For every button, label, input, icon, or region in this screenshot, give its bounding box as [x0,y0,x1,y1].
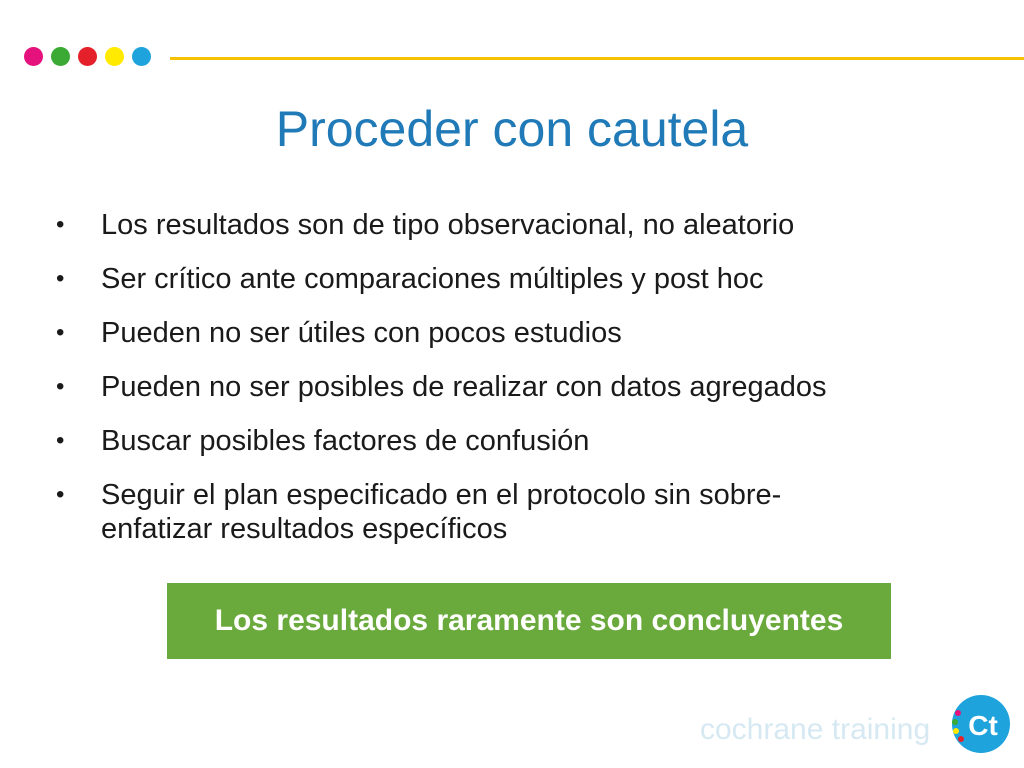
bullet-mark: • [56,319,65,346]
bullet-text-line-1: Seguir el plan especificado en el protocolo sin sobre- [101,479,782,511]
bullet-mark: • [56,211,65,238]
logo-dot-red [958,736,964,742]
bullet-item [56,478,956,546]
conclusion-callout: Los resultados raramente son concluyentes [167,583,891,659]
bullet-item [56,316,956,350]
logo-dot-green [952,719,958,725]
bullet-list [56,208,956,566]
bullet-item [56,370,956,404]
cochrane-training-logo-icon [950,693,1012,755]
bullet-mark: • [56,427,65,454]
bullet-text-line-2: enfatizar resultados específicos [101,513,508,545]
slide-title: Proceder con cautela [275,101,749,157]
bullet-item [56,208,956,242]
bullet-mark: • [56,265,65,292]
bullet-item [56,424,956,458]
bullet-mark: • [56,481,65,508]
bullet-text: Pueden no ser posibles de realizar con datos agregados [101,371,827,403]
logo-dot-yellow [953,728,959,734]
header-rule [170,57,1024,60]
logo-letters: Ct [968,710,998,741]
bullet-text: Ser crítico ante comparaciones múltiples y post hoc [101,263,764,295]
bullet-item [56,262,956,296]
logo-dot-pink [955,710,961,716]
bullet-text: Pueden no ser útiles con pocos estudios [101,317,622,349]
footer-brand-text: cochrane training [700,713,931,746]
dot-blue [132,47,151,66]
decorative-dots [24,47,151,66]
bullet-mark: • [56,373,65,400]
dot-green [51,47,70,66]
dot-yellow [105,47,124,66]
dot-red [78,47,97,66]
dot-pink [24,47,43,66]
bullet-text: Los resultados son de tipo observacional, no aleatorio [101,209,795,241]
bullet-text: Buscar posibles factores de confusión [101,425,590,457]
